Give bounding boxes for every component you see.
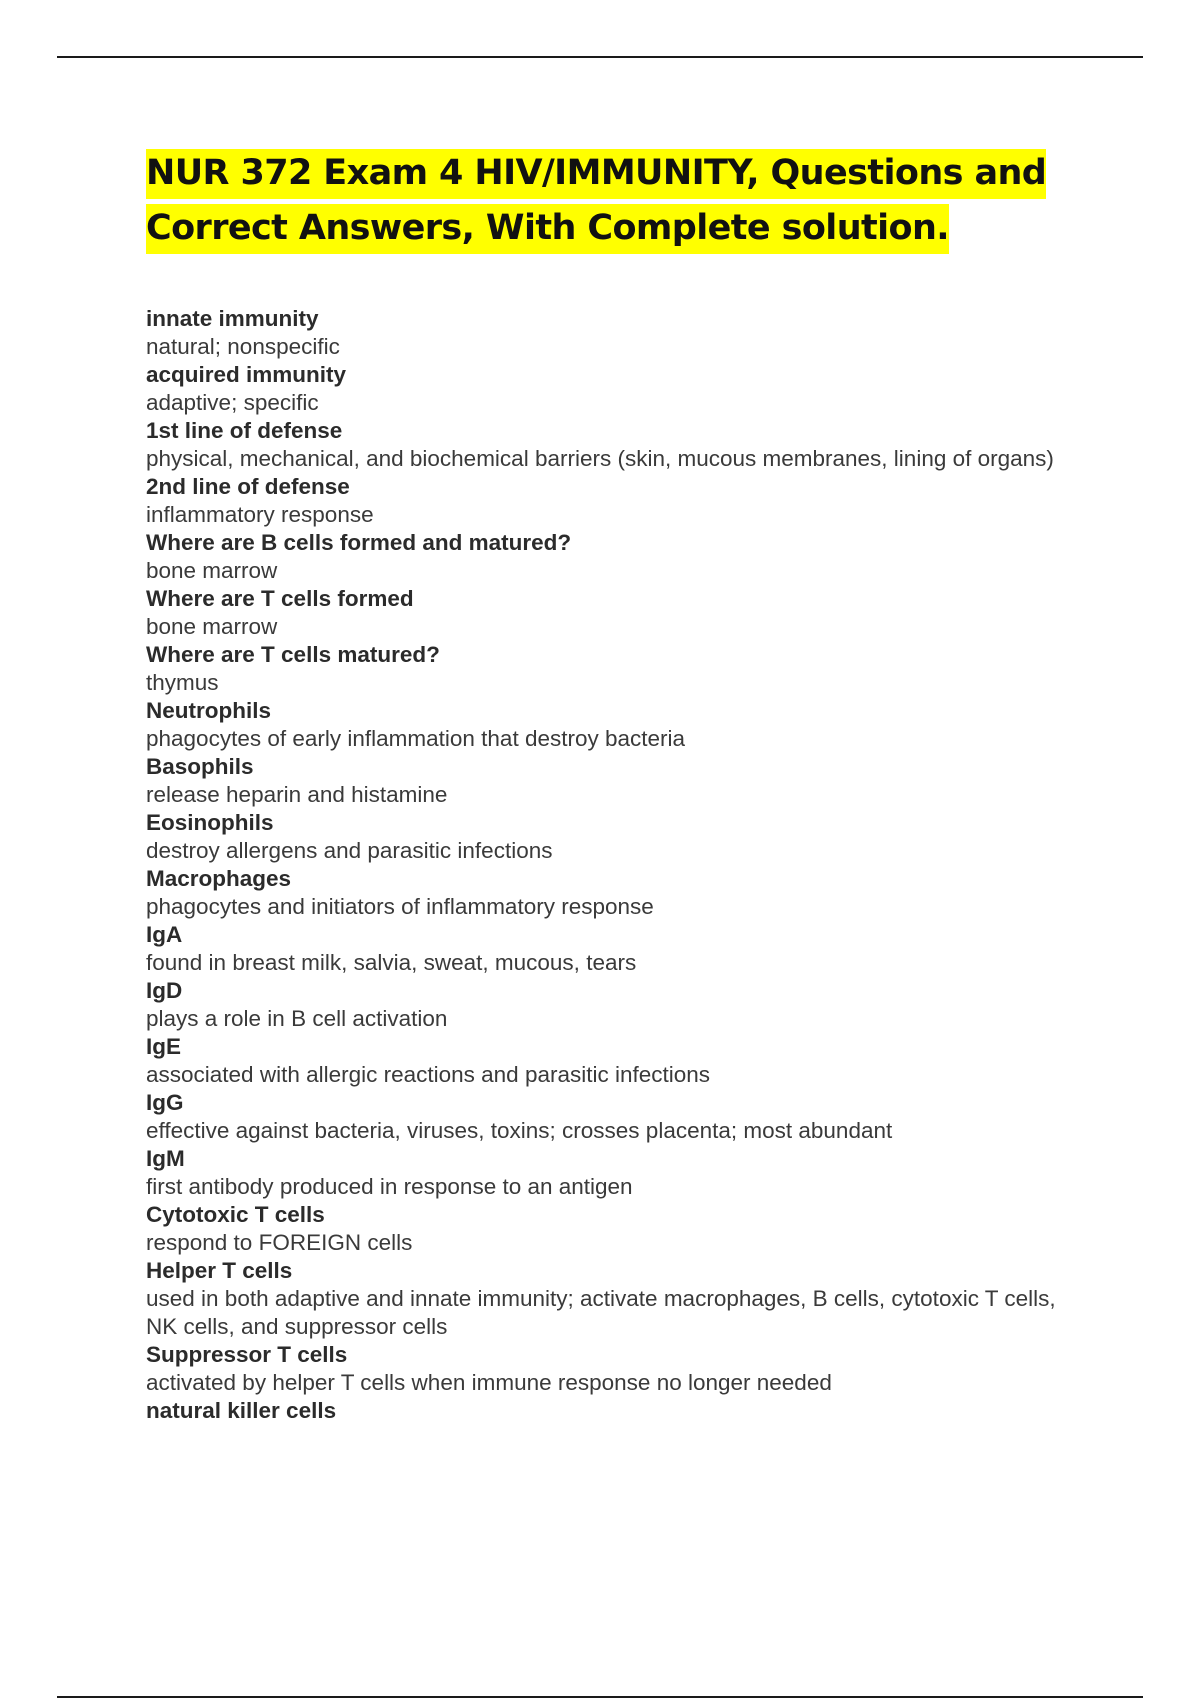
- list-item: [146, 921, 1076, 977]
- list-item: [146, 1089, 1076, 1145]
- list-item: [146, 865, 1076, 921]
- entry-definition: bone marrow: [146, 614, 278, 639]
- entry-term: IgA: [146, 922, 183, 947]
- entry-term: Neutrophils: [146, 698, 272, 723]
- entry-definition: inflammatory response: [146, 502, 374, 527]
- question-answer-list: [146, 305, 1076, 1425]
- list-item: [146, 697, 1076, 753]
- entry-definition: natural; nonspecific: [146, 334, 340, 359]
- entry-definition: destroy allergens and parasitic infections: [146, 838, 553, 863]
- entry-definition: found in breast milk, salvia, sweat, mucous, tears: [146, 950, 637, 975]
- header-rule: [57, 56, 1143, 58]
- entry-definition: release heparin and histamine: [146, 782, 448, 807]
- entry-term: Eosinophils: [146, 810, 274, 835]
- entry-term: Cytotoxic T cells: [146, 1202, 325, 1227]
- list-item: [146, 1033, 1076, 1089]
- list-item: [146, 529, 1076, 585]
- entry-term: 2nd line of defense: [146, 474, 350, 499]
- list-item: [146, 417, 1076, 473]
- list-item: [146, 305, 1076, 361]
- entry-term: 1st line of defense: [146, 418, 343, 443]
- entry-term: innate immunity: [146, 306, 319, 331]
- list-item: [146, 1201, 1076, 1257]
- entry-term: Suppressor T cells: [146, 1342, 348, 1367]
- entry-term: IgG: [146, 1090, 184, 1115]
- entry-definition: associated with allergic reactions and parasitic infections: [146, 1062, 711, 1087]
- list-item: [146, 641, 1076, 697]
- entry-term: acquired immunity: [146, 362, 347, 387]
- entry-definition: physical, mechanical, and biochemical barriers (skin, mucous membranes, lining of organs): [146, 446, 1054, 471]
- entry-definition: adaptive; specific: [146, 390, 319, 415]
- entry-definition: used in both adaptive and innate immunity; activate macrophages, B cells, cytotoxic T cells, NK cells, and suppressor cells: [146, 1286, 1056, 1339]
- title-highlight: [146, 149, 1046, 254]
- entry-term: Macrophages: [146, 866, 292, 891]
- entry-term: IgE: [146, 1034, 182, 1059]
- entry-term: IgM: [146, 1146, 185, 1171]
- entry-term: Where are B cells formed and matured?: [146, 530, 572, 555]
- entry-term: Where are T cells formed: [146, 586, 414, 611]
- list-item: [146, 1145, 1076, 1201]
- title-subtitle: , Questions and Correct Answers, With Complete solution.: [146, 153, 1047, 248]
- entry-definition: phagocytes of early inflammation that destroy bacteria: [146, 726, 686, 751]
- entry-term: Basophils: [146, 754, 254, 779]
- entry-definition: respond to FOREIGN cells: [146, 1230, 413, 1255]
- entry-definition: plays a role in B cell activation: [146, 1006, 448, 1031]
- entry-term: IgD: [146, 978, 183, 1003]
- list-item: [146, 1397, 1076, 1425]
- entry-definition: first antibody produced in response to an antigen: [146, 1174, 633, 1199]
- entry-term: Helper T cells: [146, 1258, 293, 1283]
- entry-definition: thymus: [146, 670, 219, 695]
- list-item: [146, 1341, 1076, 1397]
- entry-term: natural killer cells: [146, 1398, 337, 1423]
- entry-definition: effective against bacteria, viruses, toxins; crosses placenta; most abundant: [146, 1118, 893, 1143]
- list-item: [146, 809, 1076, 865]
- list-item: [146, 977, 1076, 1033]
- list-item: [146, 361, 1076, 417]
- entry-definition: bone marrow: [146, 558, 278, 583]
- list-item: [146, 1257, 1076, 1341]
- list-item: [146, 753, 1076, 809]
- footer-rule: [57, 1696, 1143, 1698]
- entry-definition: activated by helper T cells when immune response no longer needed: [146, 1370, 832, 1395]
- list-item: [146, 585, 1076, 641]
- list-item: [146, 473, 1076, 529]
- entry-definition: phagocytes and initiators of inflammatory response: [146, 894, 654, 919]
- title-course: NUR 372 Exam 4 HIV/IMMUNITY: [146, 153, 747, 193]
- entry-term: Where are T cells matured?: [146, 642, 440, 667]
- page-title: [146, 146, 1096, 256]
